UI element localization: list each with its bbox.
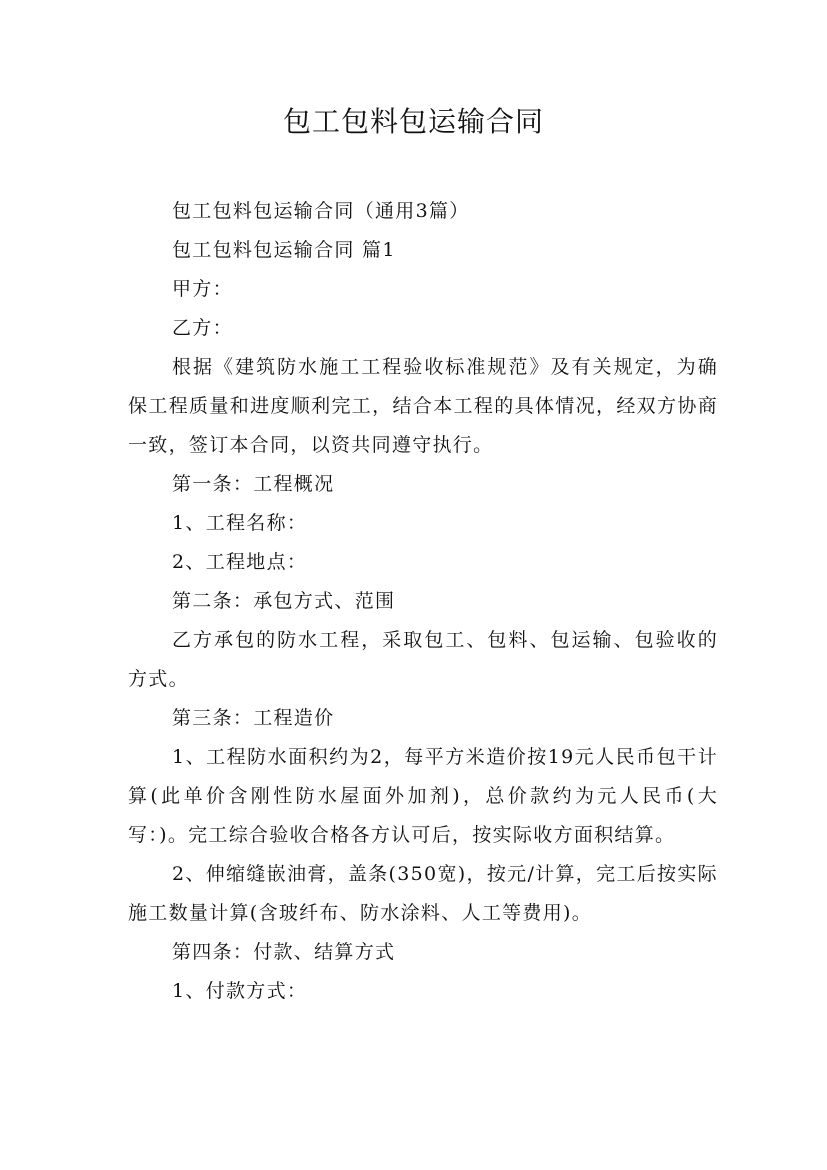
paragraph-project-name: 1、工程名称： [172,512,308,534]
paragraph-subtitle: 包工包料包运输合同（通用3篇） [172,200,470,222]
document-title: 包工包料包运输合同 [282,105,544,138]
document-body [128,192,718,1011]
paragraph-project-location: 2、工程地点： [172,551,308,573]
paragraph-article-3: 第三条：工程造价 [172,707,335,729]
paragraph-price-clause-2: 2、伸缩缝嵌油膏，盖条(350宽)，按元/计算，完工后按实际施工数量计算(含玻纤布、防水涂料、人工等费用)。 [128,863,718,924]
paragraph-article-4: 第四条：付款、结算方式 [172,941,396,963]
paragraph-payment-method: 1、付款方式： [172,980,308,1002]
paragraph-contract-scope: 乙方承包的防水工程，采取包工、包料、包运输、包验收的方式。 [128,629,718,690]
paragraph-article-2: 第二条：承包方式、范围 [172,590,396,612]
paragraph-party-b: 乙方： [172,317,233,339]
paragraph-article-1: 第一条：工程概况 [172,473,335,495]
paragraph-price-clause-1: 1、工程防水面积约为2，每平方米造价按19元人民币包干计算(此单价含刚性防水屋面外加剂)，总价款约为元人民币(大写：)。完工综合验收合格各方认可后，按实际收方面积结算。 [128,746,718,846]
paragraph-part-heading: 包工包料包运输合同 篇1 [172,239,396,261]
paragraph-preamble: 根据《建筑防水施工工程验收标准规范》及有关规定，为确保工程质量和进度顺利完工，结合本工程的具体情况，经双方协商一致，签订本合同，以资共同遵守执行。 [128,356,718,456]
paragraph-party-a: 甲方： [172,278,233,300]
